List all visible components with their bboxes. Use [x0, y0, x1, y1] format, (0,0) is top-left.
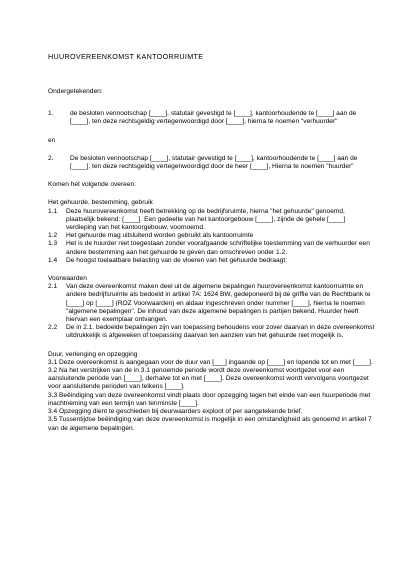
and-label: en	[48, 136, 56, 144]
clause-number: 1.1	[48, 207, 58, 215]
clause-text: De in 2.1. bedoelde bepalingen zijn van toepassing behoudens voor zover daarvan in deze overeenkomst uitdrukkelijk is afgeweken of toepassing daarvan ten aanzien van het gehuurde niet mogelijk is.	[66, 324, 375, 340]
clause-3-5: 3.5 Tussentijdse beëindiging van deze overeenkomst is mogelijk in een omstandigheid als genoemd in artikel 7 van de algemene bepalingen.	[48, 416, 372, 432]
clause-number: 2.2	[48, 324, 58, 332]
clause-1-2	[48, 232, 375, 240]
section-3-heading: Duur, verlenging en opzegging	[48, 350, 138, 358]
party-1	[48, 110, 375, 126]
clause-text: Deze huurovereenkomst heeft betrekking op de bedrijfsruimte, hierna "het gehuurde" genoemd, plaatselijk bekend: [____]. Een gedeelte van het kantoorgebouw [____], zijnde de gehele [____] verdieping van het kantoorgebouw, voornoemd.	[66, 207, 346, 232]
clause-3-4: 3.4 Opzegging dient te geschieden bij deurwaarders exploot of per aangetekende brief.	[48, 408, 303, 416]
clause-text: De hoogst toelaatbare belasting van de vloeren van het gehuurde bedraagt:	[66, 256, 288, 264]
section-2-heading: Voorwaarden	[48, 275, 87, 283]
clause-number: 2.1	[48, 283, 58, 291]
party-2-text: De besloten vennootschap [____], statutair gevestigd te [____], kantoorhoudende te [____] aan de [____], ten deze rechtsgeldig vertegenwoordigd door de heer [____], Hierna te noemen "huurder"	[70, 154, 358, 171]
clause-3-3: 3.3 Beëindiging van deze overeenkomst vindt plaats door opzegging tegen het einde van een huurperiode met inachtneming van een termijn van tenminste [____].	[48, 391, 371, 407]
clause-text: Van deze overeenkomst maken deel uit de algemene bepalingen huurovereenkomst kantoorruimte en andere bedrijfsruimte als bedoeld in artikel 7A: 1624 BW, gedeponeerd bij de griffie van de Rechtbank te [____] op [____] (ROZ Voorwaarden) en aldaar ingeschreven onder nummer [____], hierna te noemen "algemene bepalingen". De inhoud van deze algemene bepalingen is partijen bekend. Huurder heeft hiervan een exemplaar ontvangen.	[66, 283, 371, 324]
party-2-number: 2.	[48, 154, 54, 162]
section-1-heading: Het gehuurde, bestemming, gebruik	[48, 199, 153, 207]
clause-1-1	[48, 208, 375, 233]
party-1-number: 1.	[48, 110, 54, 118]
party-1-text: de besloten vennootschap [____], statutair gevestigd te [____], kantoorhoudende te [____] aan de [____], ten deze rechtsgeldig vertegenwoordigd door [____], hierna te noemen "verhuurder"	[70, 110, 357, 126]
clause-number: 1.4	[48, 256, 58, 264]
agreed-label: Komen het volgende overeen:	[48, 181, 136, 189]
clause-number: 1.3	[48, 240, 58, 248]
clause-3-2: 3.2 Na het verstrijken van de in 3.1 genoemde periode wordt deze overeenkomst voortgezet voor een aansluitende periode van [____], derhalve tot en met [____]. Deze overeenkomst wordt vervolgens voortgezet voor aansluitende perioden van telkens [____].	[48, 367, 369, 391]
clause-number: 1.2	[48, 232, 58, 240]
clause-2-1	[48, 283, 375, 324]
clause-3-1: 3.1 Deze overeenkomst is aangegaan voor de duur van [___] ingaande op [____] en lopende tot en met [____].	[48, 358, 373, 366]
clause-2-2	[48, 324, 375, 340]
clause-text: Het is de huurder niet toegestaan zonder voorafgaande schriftelijke toestemming van de verhuurder een andere bestemming aan het gehuurde te geven dan omschreven onder 1.2.	[66, 240, 370, 256]
clause-text: Het gehuurde mag uitsluitend worden gebruikt als kantoorruimte	[66, 232, 254, 240]
document-title: HUUROVEREENKOMST KANTOORRUIMTE	[48, 52, 204, 61]
party-2	[48, 155, 375, 171]
clause-1-3	[48, 240, 375, 256]
clause-1-4	[48, 257, 375, 265]
undersigned-label: Ondergetekenden:	[48, 88, 103, 95]
